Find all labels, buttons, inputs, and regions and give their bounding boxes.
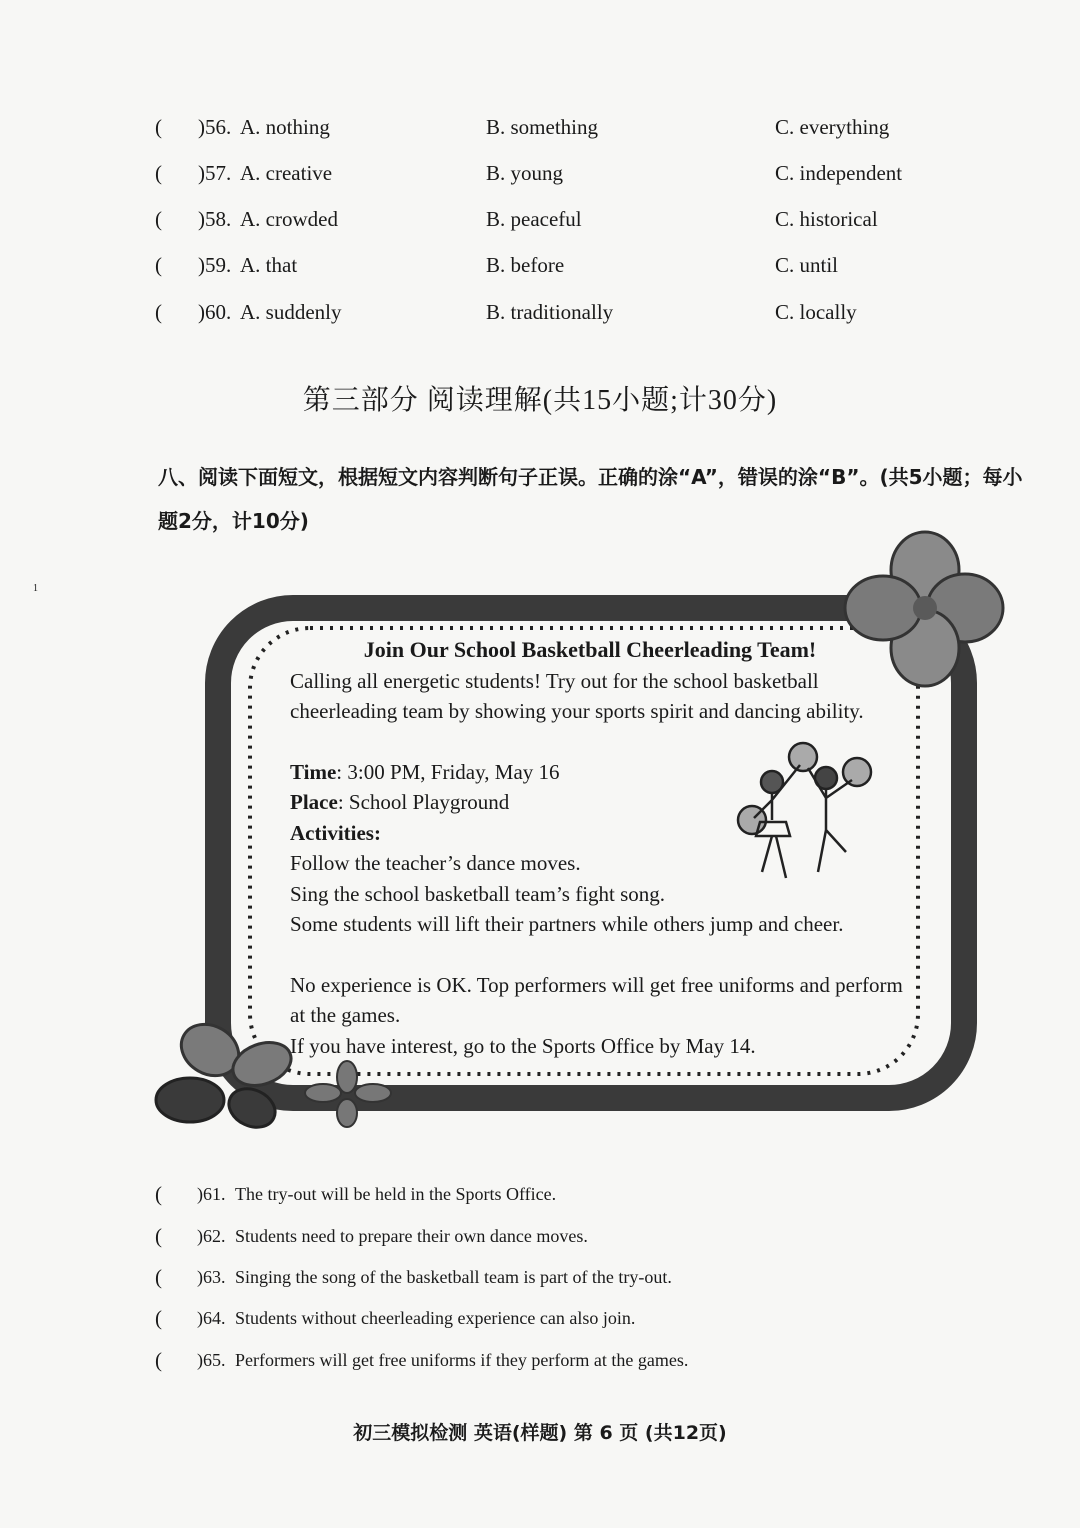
activity-1: Follow the teacher’s dance moves. xyxy=(290,851,581,875)
notice-content xyxy=(290,635,910,1061)
question-text: Students need to prepare their own dance moves. xyxy=(235,1226,588,1246)
question-number: )57. xyxy=(198,161,232,185)
option-c: C. until xyxy=(775,253,839,277)
option-b: B. before xyxy=(486,253,565,277)
question-number: )64. xyxy=(197,1308,226,1328)
time-label: Time xyxy=(290,759,337,784)
notice-time xyxy=(290,757,910,788)
place-value: : School Playground xyxy=(337,790,510,814)
judge-question-63 xyxy=(0,1267,1080,1303)
activity-3: Some students will lift their partners while others jump and cheer. xyxy=(290,912,844,936)
option-c: C. independent xyxy=(775,161,903,185)
option-a: A. that xyxy=(240,253,298,277)
notice-intro: Calling all energetic students! Try out for the school basketball cheerleading team by showing your sports spirit and dancing ability. xyxy=(290,668,864,723)
section-title: 第三部分 阅读理解(共15小题;计30分) xyxy=(302,385,778,416)
answer-paren[interactable]: ( xyxy=(155,253,162,277)
question-text: Singing the song of the basketball team is part of the try-out. xyxy=(235,1267,672,1287)
judge-question-61 xyxy=(0,1184,1080,1220)
option-b: B. peaceful xyxy=(486,207,582,231)
question-number: )56. xyxy=(198,115,232,139)
judge-question-65 xyxy=(0,1350,1080,1386)
answer-paren[interactable]: ( xyxy=(155,207,162,231)
option-a: A. nothing xyxy=(240,115,330,139)
option-b: B. young xyxy=(486,161,564,185)
judge-question-64 xyxy=(0,1308,1080,1344)
judge-question-62 xyxy=(0,1226,1080,1262)
activity-2: Sing the school basketball team’s fight song. xyxy=(290,881,666,906)
margin-mark: 1 xyxy=(33,583,38,594)
time-value: : 3:00 PM, Friday, May 16 xyxy=(336,759,560,784)
question-number: )63. xyxy=(197,1267,226,1287)
notice-place xyxy=(290,787,910,818)
answer-paren[interactable]: ( xyxy=(155,1224,162,1248)
question-number: )65. xyxy=(197,1350,226,1370)
question-number: )60. xyxy=(198,300,232,324)
answer-paren[interactable]: ( xyxy=(155,1306,162,1330)
option-c: C. everything xyxy=(775,115,890,139)
instruction-text: 八、阅读下面短文，根据短文内容判断句子正误。正确的涂“A”，错误的涂“B”。(共5小题；每小题2分，计10分) xyxy=(158,465,1023,533)
option-c: C. historical xyxy=(775,207,878,231)
option-b: B. something xyxy=(486,115,599,139)
answer-paren[interactable]: ( xyxy=(155,300,162,324)
answer-paren[interactable]: ( xyxy=(155,161,162,185)
notice-note-1: No experience is OK. Top performers will get free uniforms and perform at the games. xyxy=(290,972,903,1027)
option-b: B. traditionally xyxy=(486,300,614,324)
answer-paren[interactable]: ( xyxy=(155,1265,162,1289)
question-text: The try-out will be held in the Sports Office. xyxy=(235,1184,557,1204)
answer-paren[interactable]: ( xyxy=(155,1348,162,1372)
answer-paren[interactable]: ( xyxy=(155,1182,162,1206)
question-number: )59. xyxy=(198,253,232,277)
question-number: )61. xyxy=(197,1184,226,1204)
question-number: )62. xyxy=(197,1226,226,1246)
option-a: A. crowded xyxy=(240,207,338,231)
answer-paren[interactable]: ( xyxy=(155,115,162,139)
option-a: A. suddenly xyxy=(240,300,342,324)
activities-label: Activities: xyxy=(290,820,381,845)
question-text: Students without cheerleading experience can also join. xyxy=(235,1308,636,1328)
question-text: Performers will get free uniforms if they perform at the games. xyxy=(235,1350,689,1370)
notice-note-2: If you have interest, go to the Sports Office by May 14. xyxy=(290,1033,756,1058)
place-label: Place xyxy=(290,790,338,814)
notice-title: Join Our School Basketball Cheerleading Team! xyxy=(363,637,817,662)
option-c: C. locally xyxy=(775,300,857,324)
page-footer: 初三模拟检测 英语(样题) 第 6 页 (共12页) xyxy=(353,1422,727,1444)
question-number: )58. xyxy=(198,207,232,231)
flower-bottom-left xyxy=(156,1014,297,1134)
option-a: A. creative xyxy=(240,161,333,185)
